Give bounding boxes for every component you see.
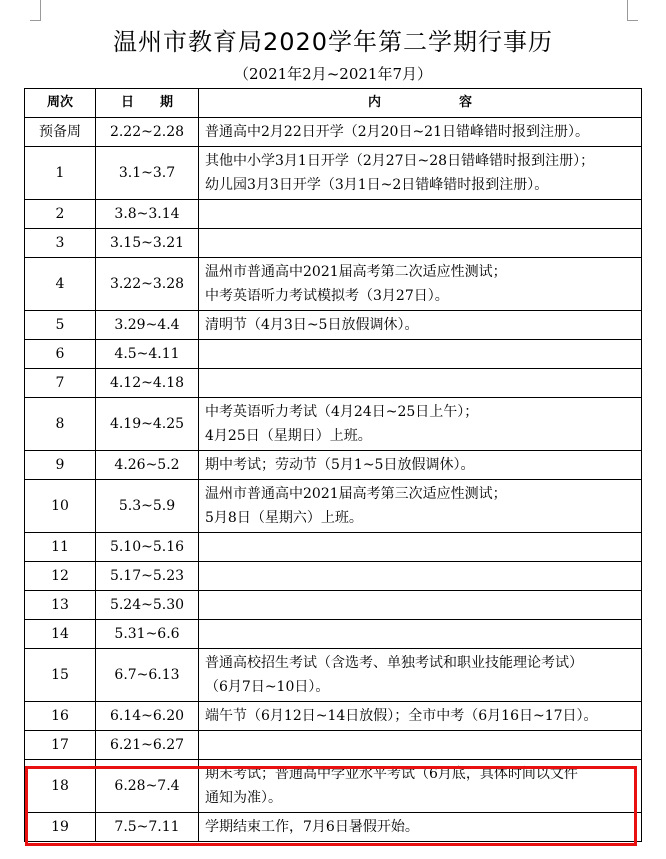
- date-cell: 6.28~7.4: [96, 760, 199, 813]
- table-row: [25, 731, 642, 760]
- content-cell: [199, 369, 642, 398]
- date-cell: 3.15~3.21: [96, 229, 199, 258]
- table-row: [25, 620, 642, 649]
- content-line: 其他中小学3月1日开学（2月27日~28日错峰错时报到注册）；: [205, 153, 595, 169]
- table-row: [25, 451, 642, 480]
- date-cell: 3.22~3.28: [96, 258, 199, 311]
- date-cell: 7.5~7.11: [96, 813, 199, 842]
- content-line: 温州市普通高中2021届高考第二次适应性测试；: [205, 264, 507, 280]
- week-cell: 15: [25, 649, 96, 702]
- content-line: 通知为准）。: [205, 790, 282, 806]
- date-cell: 5.17~5.23: [96, 562, 199, 591]
- week-cell: 7: [25, 369, 96, 398]
- table-row: [25, 480, 642, 533]
- content-cell: [199, 562, 642, 591]
- date-cell: 4.26~5.2: [96, 451, 199, 480]
- date-cell: 5.10~5.16: [96, 533, 199, 562]
- content-cell: [199, 340, 642, 369]
- table-row: [25, 118, 642, 147]
- header-content: 内 容: [199, 89, 642, 118]
- week-cell: 13: [25, 591, 96, 620]
- document-title: 温州市教育局2020学年第二学期行事历: [112, 28, 554, 56]
- content-cell: [199, 258, 642, 311]
- table-row: [25, 200, 642, 229]
- content-cell: [199, 398, 642, 451]
- content-cell: [199, 591, 642, 620]
- content-line: 幼儿园3月3日开学（3月1日~2日错峰错时报到注册）。: [205, 177, 549, 193]
- week-cell: 17: [25, 731, 96, 760]
- content-line: 学期结束工作，7月6日暑假开始。: [205, 819, 419, 835]
- date-cell: 3.29~4.4: [96, 311, 199, 340]
- date-cell: 6.14~6.20: [96, 702, 199, 731]
- content-cell: [199, 649, 642, 702]
- week-cell: 1: [25, 147, 96, 200]
- page-corner-mark-right: [627, 0, 638, 21]
- calendar-table: [24, 88, 642, 842]
- date-cell: 5.31~6.6: [96, 620, 199, 649]
- content-line: 中考英语听力考试模拟考（3月27日）。: [205, 288, 449, 304]
- content-cell: [199, 813, 642, 842]
- content-cell: [199, 533, 642, 562]
- week-cell: 8: [25, 398, 96, 451]
- week-cell: 5: [25, 311, 96, 340]
- content-line: 清明节（4月3日~5日放假调休）。: [205, 317, 419, 333]
- date-cell: 2.22~2.28: [96, 118, 199, 147]
- page-corner-mark-left: [30, 0, 41, 21]
- content-line: 期中考试；劳动节（5月1~5日放假调休）。: [205, 457, 475, 473]
- content-cell: [199, 451, 642, 480]
- header-week: 周次: [25, 89, 96, 118]
- week-cell: 4: [25, 258, 96, 311]
- week-cell: 2: [25, 200, 96, 229]
- content-cell: [199, 147, 642, 200]
- table-row: [25, 369, 642, 398]
- date-cell: 5.24~5.30: [96, 591, 199, 620]
- table-row: [25, 311, 642, 340]
- table-row: [25, 813, 642, 842]
- date-cell: 3.8~3.14: [96, 200, 199, 229]
- content-line: 期末考试；普通高中学业水平考试（6月底，具体时间以文件: [205, 766, 578, 782]
- week-cell: 9: [25, 451, 96, 480]
- content-line: 4月25日（星期日）上班。: [205, 428, 372, 444]
- week-cell: 预备周: [25, 118, 96, 147]
- table-row: [25, 649, 642, 702]
- date-cell: 3.1~3.7: [96, 147, 199, 200]
- document-subtitle: （2021年2月~2021年7月）: [233, 65, 432, 83]
- week-cell: 11: [25, 533, 96, 562]
- table-row: [25, 340, 642, 369]
- content-cell: [199, 760, 642, 813]
- date-cell: 5.3~5.9: [96, 480, 199, 533]
- week-cell: 19: [25, 813, 96, 842]
- table-row: [25, 591, 642, 620]
- table-row: [25, 258, 642, 311]
- week-cell: 10: [25, 480, 96, 533]
- content-cell: [199, 702, 642, 731]
- content-line: 中考英语听力考试（4月24日~25日上午）；: [205, 404, 479, 420]
- content-cell: [199, 200, 642, 229]
- content-cell: [199, 620, 642, 649]
- date-cell: 4.5~4.11: [96, 340, 199, 369]
- table-row: [25, 533, 642, 562]
- date-cell: 4.12~4.18: [96, 369, 199, 398]
- content-line: （6月7日~10日）。: [205, 679, 330, 695]
- content-line: 普通高校招生考试（含选考、单独考试和职业技能理论考试）: [205, 655, 583, 671]
- week-cell: 14: [25, 620, 96, 649]
- date-cell: 4.19~4.25: [96, 398, 199, 451]
- content-line: 温州市普通高中2021届高考第三次适应性测试；: [205, 486, 507, 502]
- week-cell: 16: [25, 702, 96, 731]
- content-cell: [199, 118, 642, 147]
- week-cell: 3: [25, 229, 96, 258]
- table-row: [25, 229, 642, 258]
- content-line: 5月8日（星期六）上班。: [205, 510, 363, 526]
- table-row: [25, 702, 642, 731]
- header-date: 日 期: [96, 89, 199, 118]
- content-cell: [199, 731, 642, 760]
- week-cell: 12: [25, 562, 96, 591]
- content-cell: [199, 311, 642, 340]
- date-cell: 6.21~6.27: [96, 731, 199, 760]
- week-cell: 6: [25, 340, 96, 369]
- table-header-row: [25, 89, 642, 118]
- week-cell: 18: [25, 760, 96, 813]
- table-row: [25, 147, 642, 200]
- calendar-body: [25, 118, 642, 842]
- content-line: 普通高中2月22日开学（2月20日~21日错峰错时报到注册）。: [205, 124, 589, 140]
- table-row: [25, 398, 642, 451]
- content-line: 端午节（6月12日~14日放假）；全市中考（6月16日~17日）。: [205, 708, 598, 724]
- content-cell: [199, 229, 642, 258]
- date-cell: 6.7~6.13: [96, 649, 199, 702]
- table-row: [25, 562, 642, 591]
- table-row: [25, 760, 642, 813]
- content-cell: [199, 480, 642, 533]
